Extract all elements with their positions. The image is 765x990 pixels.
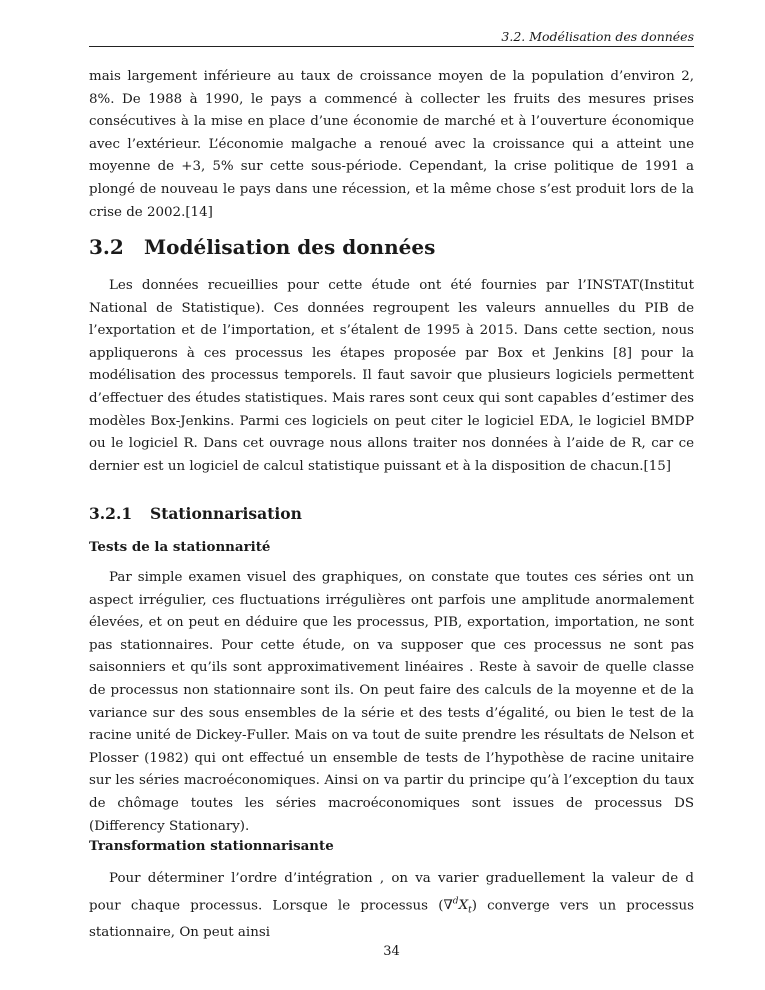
subsection-number: 3.2.1 — [89, 504, 133, 523]
section-heading — [89, 235, 694, 259]
tests-paragraph: Par simple examen visuel des graphiques, on constate que toutes ces séries ont un aspect irrégulier, ces fluctuations irrégulières ont parfois une amplitude anormalement élevées, et on peut en déduire que les processus, PIB, exportation, importation, ne sont pas stationnaires. Pour cette étude, on va supposer que ces processus ne sont pas saisonniers et qu’ils sont approximativement linéaires . Reste à savoir de quelle classe de processus non stationnaire sont ils. On peut faire des calculs de la moyenne et de la variance sur des sous ensembles de la série et des tests d’égalité, ou bien le test de la racine unité de Dickey-Fuller. Mais on va tout de suite prendre les résultats de Nelson et Plosser (1982) qui ont effectué un ensemble de tests de l’hypothèse de racine unitaire sur les séries macroéconomiques. Ainsi on va partir du principe qu’à l’exception du taux de chômage toutes les séries macroéconomiques sont issues de processus DS (Differency Stationary). — [89, 570, 694, 834]
math-t: t — [468, 905, 472, 916]
page-number: 34 — [383, 944, 400, 959]
subsection-title: Stationnarisation — [150, 504, 302, 523]
section-number: 3.2 — [89, 235, 124, 259]
transformation-heading: Transformation stationnarisante — [89, 838, 334, 854]
math-d: d — [452, 896, 459, 907]
math-expression — [443, 896, 472, 916]
transformation-paragraph — [89, 868, 694, 945]
running-header — [89, 28, 694, 47]
intro-paragraph: mais largement inférieure au taux de croissance moyen de la population d’environ 2, 8%. De 1988 à 1990, le pays a commencé à collecter les fruits des mesures prises consécutives à la mise en place d’une économie de marché et à l’ouverture économique avec l’extérieur. L’économie malgache a renoué avec la croissance qui a atteint une moyenne de +3, 5% sur cette sous-période. Cependant, la crise politique de 1991 a plongé de nouveau le pays dans une récession, et la même chose s’est produit lors de la crise de 2002.[14] — [89, 69, 694, 220]
math-x: X — [458, 898, 469, 914]
section-paragraph: Les données recueillies pour cette étude ont été fournies par l’INSTAT(Institut National de Statistique). Ces données regroupent les valeurs annuelles du PIB de l’exportation et de l’importation, et s’étalent de 1995 à 2015. Dans cette section, nous appliquerons à ces processus les étapes proposée par Box et Jenkins [8] pour la modélisation des processus temporels. Il faut savoir que plusieurs logiciels permettent d’effectuer des études statistiques. Mais rares sont ceux qui sont capables d’estimer des modèles Box-Jenkins. Parmi ces logiciels on peut citer le logiciel EDA, le logiciel BMDP ou le logiciel R. Dans cet ouvrage nous allons traiter nos données à l’aide de R, car ce dernier est un logiciel de calcul statistique puissant et à la disposition de chacun.[15] — [89, 278, 694, 474]
subsection-heading — [89, 504, 694, 524]
transformation-text-after: ) converge vers un processus stationnaire, On peut ainsi — [89, 898, 694, 941]
intro-block — [89, 66, 694, 224]
transformation-body — [89, 868, 694, 945]
transformation-heading-block — [89, 837, 694, 855]
section-body — [89, 275, 694, 478]
running-title: 3.2. Modélisation des données — [501, 29, 694, 44]
transformation-text-before: Pour déterminer l’ordre d’intégration , on va varier graduellement la valeur de d pour chaque processus. Lorsque le processus ( — [89, 871, 694, 914]
tests-body — [89, 567, 694, 838]
math-nabla: ∇ — [443, 898, 453, 914]
tests-heading-block — [89, 538, 694, 556]
tests-heading: Tests de la stationnarité — [89, 539, 271, 555]
section-title: Modélisation des données — [144, 235, 436, 259]
